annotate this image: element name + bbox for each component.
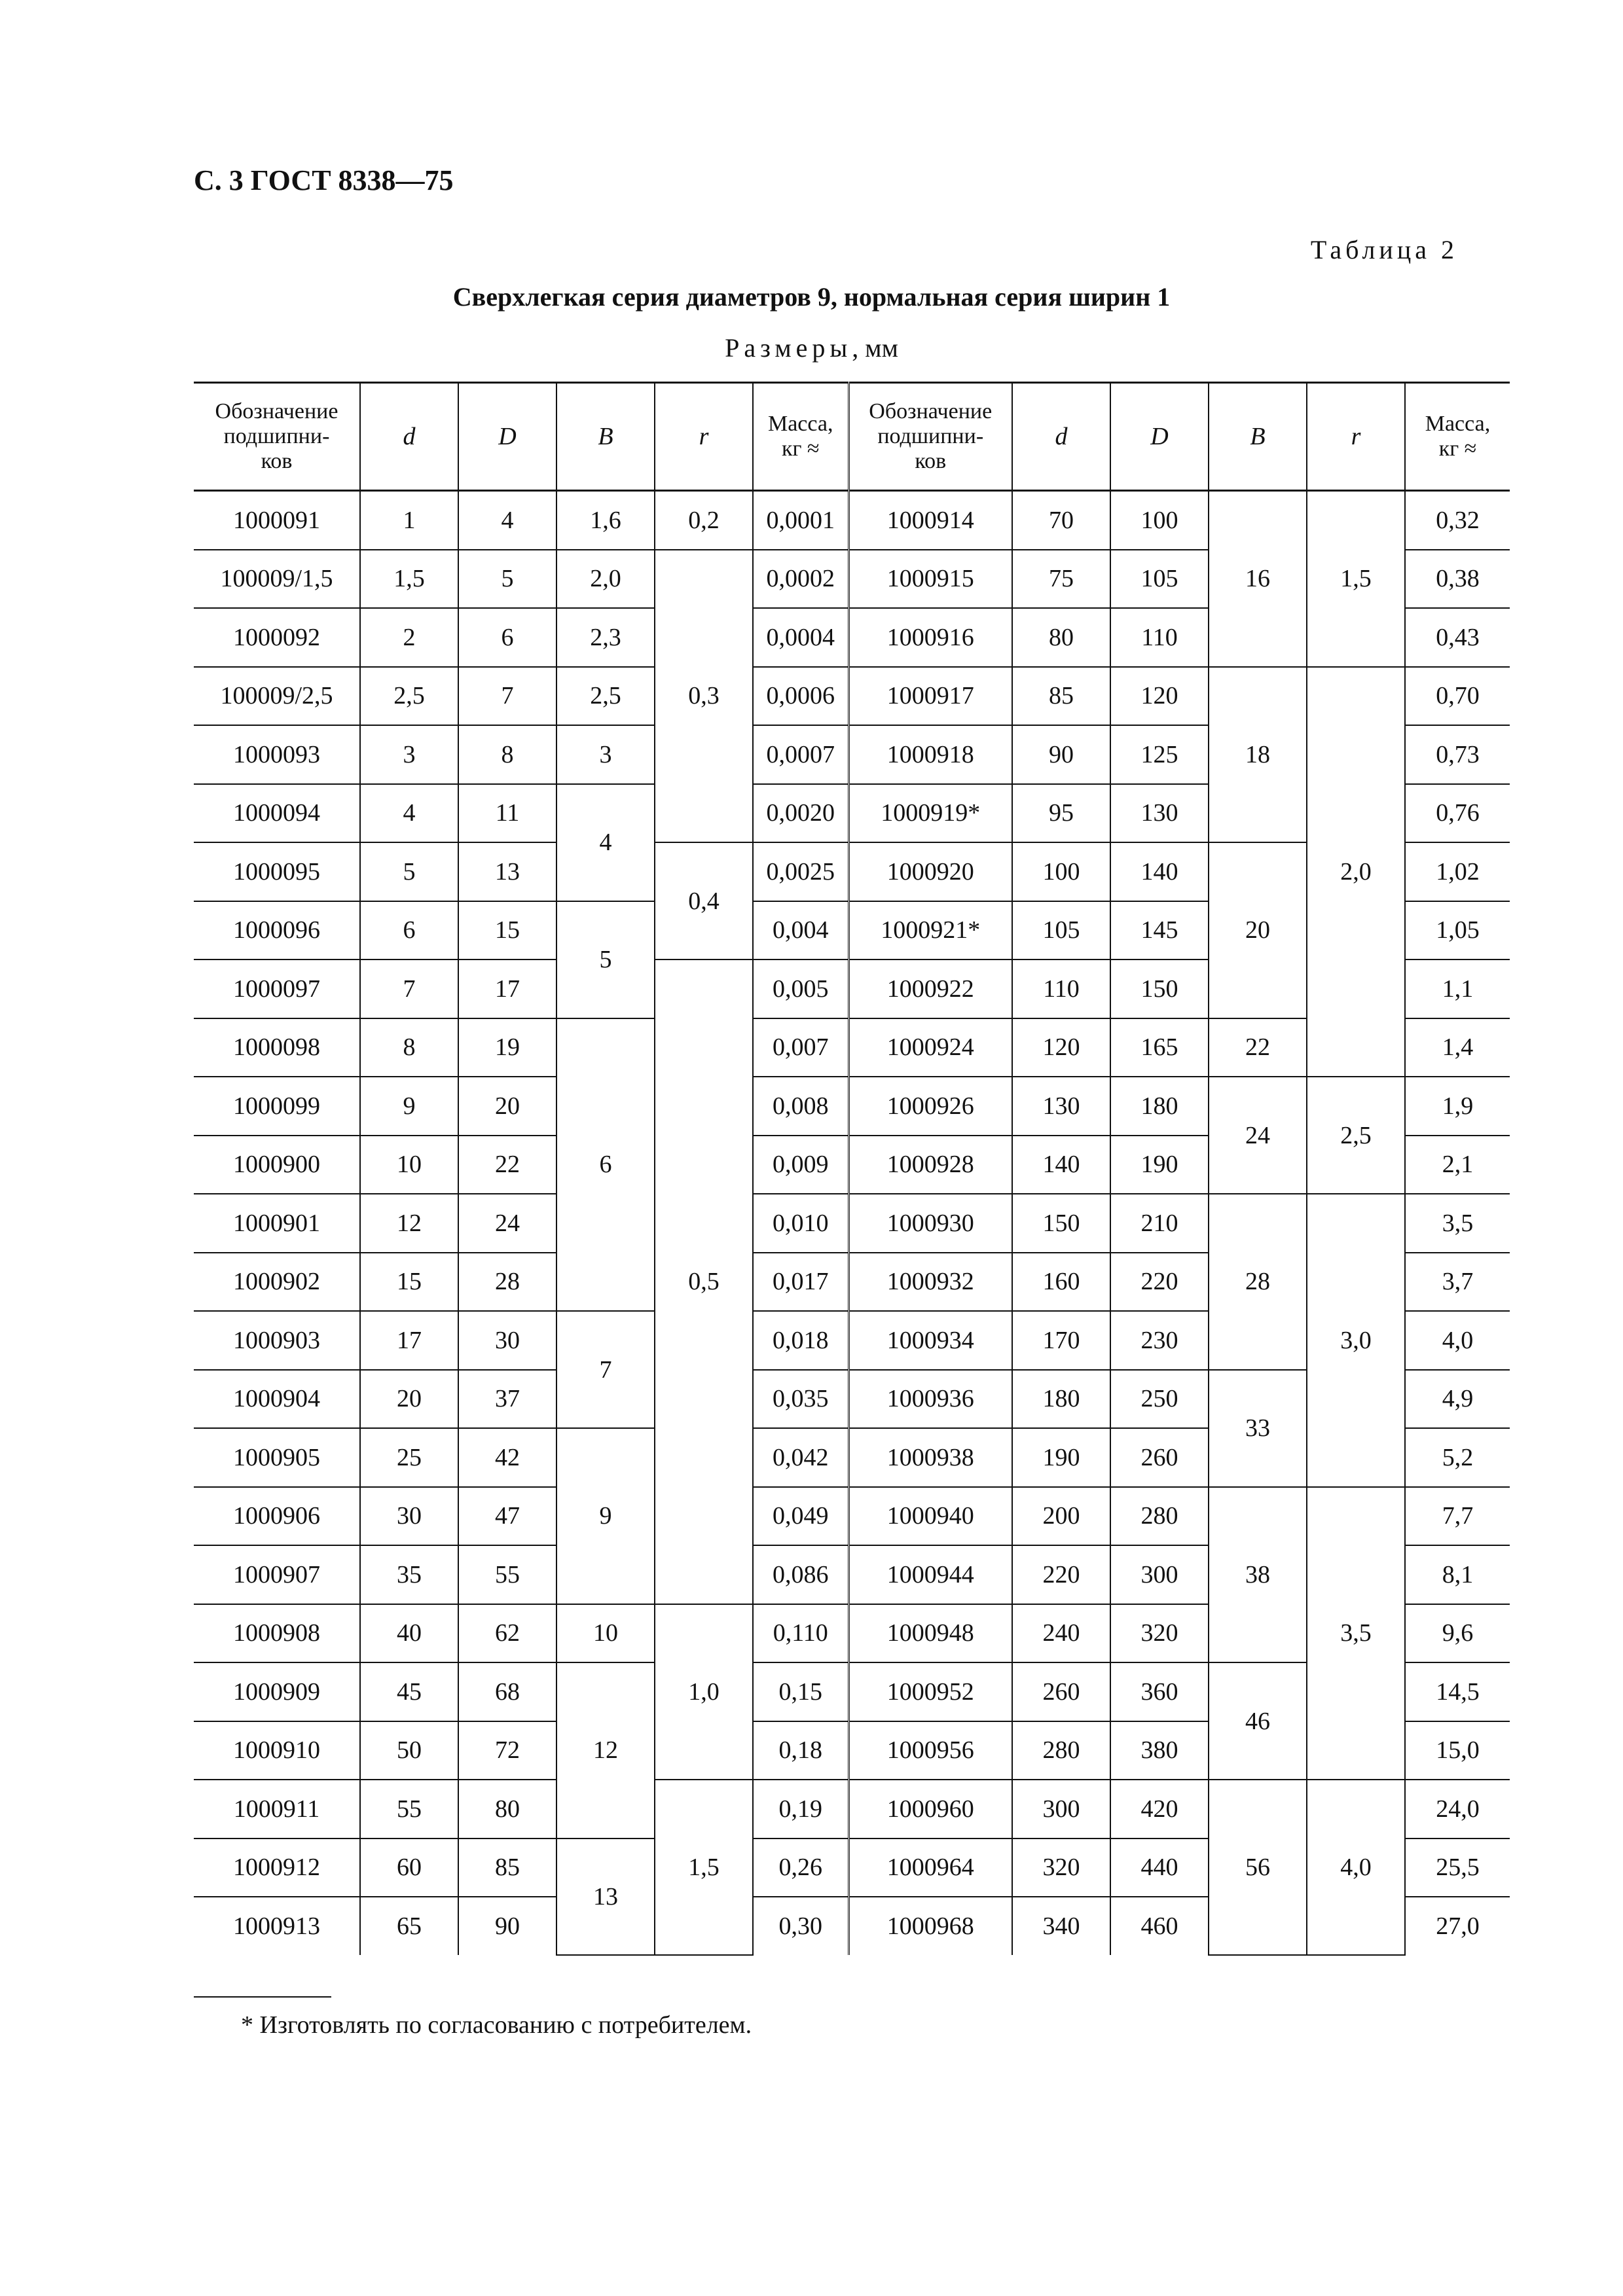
designation-cell: 1000909 [194,1662,360,1721]
d-cell: 65 [360,1897,458,1955]
d-cell: 10 [360,1136,458,1194]
d-cell: 190 [1012,1428,1110,1487]
D-cell: 37 [458,1370,556,1429]
header-designation-line1: Обозначение [869,399,993,423]
mass-cell: 0,0002 [753,550,848,609]
mass-cell: 0,110 [753,1604,848,1663]
D-cell: 105 [1110,550,1209,609]
designation-cell: 100009/1,5 [194,550,360,609]
header-designation-left [194,383,360,491]
d-cell: 150 [1012,1194,1110,1253]
d-cell: 240 [1012,1604,1110,1663]
mass-cell: 0,0025 [753,842,848,901]
designation-cell: 1000930 [848,1194,1012,1253]
D-cell: 15 [458,901,556,960]
d-cell: 320 [1012,1839,1110,1897]
d-cell: 85 [1012,667,1110,726]
d-cell: 15 [360,1253,458,1312]
mass-cell: 0,017 [753,1253,848,1312]
table-body [194,491,1510,1955]
d-cell: 25 [360,1428,458,1487]
D-cell: 28 [458,1253,556,1312]
header-designation-line1: Обозначение [215,399,338,423]
d-cell: 20 [360,1370,458,1429]
designation-cell: 1000938 [848,1428,1012,1487]
units-label [0,332,1623,363]
d-cell: 30 [360,1487,458,1546]
header-mass-right [1405,383,1510,491]
D-cell: 180 [1110,1077,1209,1136]
r-cell: 3,5 [1307,1487,1405,1780]
D-cell: 440 [1110,1839,1209,1897]
d-cell: 55 [360,1780,458,1839]
mass-cell: 0,38 [1405,550,1510,609]
r-cell: 1,0 [655,1604,753,1780]
designation-cell: 1000934 [848,1311,1012,1370]
B-cell: 5 [556,901,655,1018]
units-suffix: , мм [852,333,898,363]
D-cell: 100 [1110,491,1209,550]
header-D-right: D [1110,383,1209,491]
designation-cell: 1000919* [848,784,1012,843]
mass-cell: 15,0 [1405,1721,1510,1780]
B-cell: 7 [556,1311,655,1428]
mass-cell: 0,004 [753,901,848,960]
r-cell: 3,0 [1307,1194,1405,1487]
B-cell: 9 [556,1428,655,1604]
mass-cell: 25,5 [1405,1839,1510,1897]
B-cell: 28 [1209,1194,1307,1370]
D-cell: 22 [458,1136,556,1194]
d-cell: 140 [1012,1136,1110,1194]
D-cell: 24 [458,1194,556,1253]
designation-cell: 1000914 [848,491,1012,550]
header-B-right: B [1209,383,1307,491]
r-cell: 2,0 [1307,667,1405,1077]
d-cell: 90 [1012,725,1110,784]
d-cell: 7 [360,960,458,1018]
mass-cell: 0,009 [753,1136,848,1194]
mass-cell: 4,9 [1405,1370,1510,1429]
mass-cell: 1,1 [1405,960,1510,1018]
B-cell: 46 [1209,1662,1307,1780]
D-cell: 72 [458,1721,556,1780]
mass-cell: 1,9 [1405,1077,1510,1136]
d-cell: 340 [1012,1897,1110,1955]
mass-cell: 0,15 [753,1662,848,1721]
designation-cell: 1000903 [194,1311,360,1370]
d-cell: 5 [360,842,458,901]
r-cell: 1,5 [655,1780,753,1955]
designation-cell: 1000968 [848,1897,1012,1955]
designation-cell: 1000902 [194,1253,360,1312]
mass-cell: 2,1 [1405,1136,1510,1194]
r-cell: 4,0 [1307,1780,1405,1955]
mass-cell: 0,007 [753,1018,848,1077]
D-cell: 360 [1110,1662,1209,1721]
r-cell: 0,4 [655,842,753,960]
mass-cell: 7,7 [1405,1487,1510,1546]
D-cell: 125 [1110,725,1209,784]
mass-cell: 27,0 [1405,1897,1510,1955]
mass-cell: 0,010 [753,1194,848,1253]
B-cell: 12 [556,1662,655,1839]
header-designation-line3: ков [915,449,947,473]
d-cell: 180 [1012,1370,1110,1429]
d-cell: 3 [360,725,458,784]
r-cell: 0,5 [655,960,753,1604]
designation-cell: 1000910 [194,1721,360,1780]
d-cell: 8 [360,1018,458,1077]
header-mass-line1: Масса, [767,412,833,436]
mass-cell: 0,0001 [753,491,848,550]
B-cell: 38 [1209,1487,1307,1663]
mass-cell: 0,73 [1405,725,1510,784]
mass-cell: 24,0 [1405,1780,1510,1839]
D-cell: 42 [458,1428,556,1487]
designation-cell: 1000928 [848,1136,1012,1194]
r-cell: 0,2 [655,491,753,550]
header-designation-line2: подшипни- [877,424,984,448]
d-cell: 200 [1012,1487,1110,1546]
d-cell: 300 [1012,1780,1110,1839]
mass-cell: 0,26 [753,1839,848,1897]
D-cell: 30 [458,1311,556,1370]
D-cell: 145 [1110,901,1209,960]
table-row [194,1077,1510,1136]
B-cell: 6 [556,1018,655,1312]
mass-cell: 5,2 [1405,1428,1510,1487]
D-cell: 5 [458,550,556,609]
B-cell: 4 [556,784,655,901]
header-mass-line2: кг ≈ [1438,437,1477,461]
D-cell: 55 [458,1545,556,1604]
d-cell: 130 [1012,1077,1110,1136]
d-cell: 70 [1012,491,1110,550]
d-cell: 2 [360,608,458,667]
designation-cell: 1000915 [848,550,1012,609]
D-cell: 80 [458,1780,556,1839]
designation-cell: 1000091 [194,491,360,550]
d-cell: 80 [1012,608,1110,667]
B-cell: 3 [556,725,655,784]
page-header: С. 3 ГОСТ 8338—75 [194,164,454,196]
B-cell: 13 [556,1839,655,1955]
mass-cell: 8,1 [1405,1545,1510,1604]
D-cell: 47 [458,1487,556,1546]
B-cell: 2,0 [556,550,655,609]
d-cell: 50 [360,1721,458,1780]
D-cell: 220 [1110,1253,1209,1312]
designation-cell: 1000093 [194,725,360,784]
designation-cell: 1000905 [194,1428,360,1487]
designation-cell: 1000926 [848,1077,1012,1136]
mass-cell: 3,7 [1405,1253,1510,1312]
mass-cell: 0,19 [753,1780,848,1839]
table-number: Таблица 2 [1310,235,1458,264]
designation-cell: 1000932 [848,1253,1012,1312]
designation-cell: 1000924 [848,1018,1012,1077]
footnote-rule [194,1996,331,1998]
D-cell: 140 [1110,842,1209,901]
r-cell: 0,3 [655,550,753,843]
d-cell: 45 [360,1662,458,1721]
D-cell: 4 [458,491,556,550]
designation-cell: 1000912 [194,1839,360,1897]
designation-cell: 1000099 [194,1077,360,1136]
mass-cell: 0,43 [1405,608,1510,667]
D-cell: 11 [458,784,556,843]
B-cell: 16 [1209,491,1307,667]
D-cell: 190 [1110,1136,1209,1194]
header-B-left: B [556,383,655,491]
header-designation-right [848,383,1012,491]
D-cell: 300 [1110,1545,1209,1604]
table-caption: Сверхлегкая серия диаметров 9, нормальная серия ширин 1 [452,282,1171,312]
D-cell: 19 [458,1018,556,1077]
D-cell: 85 [458,1839,556,1897]
designation-cell: 1000956 [848,1721,1012,1780]
D-cell: 8 [458,725,556,784]
designation-cell: 1000098 [194,1018,360,1077]
mass-cell: 0,008 [753,1077,848,1136]
d-cell: 1 [360,491,458,550]
header-r-left: r [655,383,753,491]
mass-cell: 0,086 [753,1545,848,1604]
mass-cell: 1,02 [1405,842,1510,901]
header-mass-left [753,383,848,491]
d-cell: 17 [360,1311,458,1370]
designation-cell: 1000944 [848,1545,1012,1604]
B-cell: 24 [1209,1077,1307,1194]
designation-cell: 1000917 [848,667,1012,726]
designation-cell: 1000964 [848,1839,1012,1897]
mass-cell: 0,70 [1405,667,1510,726]
d-cell: 60 [360,1839,458,1897]
designation-cell: 1000904 [194,1370,360,1429]
D-cell: 280 [1110,1487,1209,1546]
mass-cell: 0,042 [753,1428,848,1487]
table-row [194,667,1510,726]
table-row [194,491,1510,550]
D-cell: 130 [1110,784,1209,843]
D-cell: 165 [1110,1018,1209,1077]
d-cell: 170 [1012,1311,1110,1370]
designation-cell: 1000952 [848,1662,1012,1721]
B-cell: 2,3 [556,608,655,667]
d-cell: 40 [360,1604,458,1663]
D-cell: 20 [458,1077,556,1136]
header-D-left: D [458,383,556,491]
d-cell: 160 [1012,1253,1110,1312]
B-cell: 10 [556,1604,655,1663]
D-cell: 68 [458,1662,556,1721]
d-cell: 105 [1012,901,1110,960]
d-cell: 12 [360,1194,458,1253]
D-cell: 230 [1110,1311,1209,1370]
d-cell: 35 [360,1545,458,1604]
D-cell: 380 [1110,1721,1209,1780]
table-row [194,1780,1510,1839]
B-cell: 22 [1209,1018,1307,1077]
header-designation-line3: ков [261,449,293,473]
D-cell: 110 [1110,608,1209,667]
D-cell: 120 [1110,667,1209,726]
d-cell: 75 [1012,550,1110,609]
designation-cell: 1000936 [848,1370,1012,1429]
mass-cell: 1,4 [1405,1018,1510,1077]
designation-cell: 1000901 [194,1194,360,1253]
designation-cell: 1000911 [194,1780,360,1839]
mass-cell: 0,76 [1405,784,1510,843]
B-cell: 20 [1209,842,1307,1018]
designation-cell: 1000913 [194,1897,360,1955]
mass-cell: 0,049 [753,1487,848,1546]
mass-cell: 0,0006 [753,667,848,726]
mass-cell: 3,5 [1405,1194,1510,1253]
designation-cell: 1000921* [848,901,1012,960]
d-cell: 6 [360,901,458,960]
mass-cell: 0,18 [753,1721,848,1780]
D-cell: 250 [1110,1370,1209,1429]
mass-cell: 9,6 [1405,1604,1510,1663]
mass-cell: 0,0007 [753,725,848,784]
table-row [194,1487,1510,1546]
d-cell: 100 [1012,842,1110,901]
header-mass-line1: Масса, [1425,412,1491,436]
table-row [194,1194,1510,1253]
header-d-right: d [1012,383,1110,491]
B-cell: 18 [1209,667,1307,843]
mass-cell: 4,0 [1405,1311,1510,1370]
d-cell: 260 [1012,1662,1110,1721]
mass-cell: 1,05 [1405,901,1510,960]
B-cell: 33 [1209,1370,1307,1487]
D-cell: 420 [1110,1780,1209,1839]
mass-cell: 0,32 [1405,491,1510,550]
designation-cell: 1000906 [194,1487,360,1546]
header-mass-line2: кг ≈ [781,437,820,461]
B-cell: 1,6 [556,491,655,550]
designation-cell: 1000940 [848,1487,1012,1546]
mass-cell: 0,30 [753,1897,848,1955]
d-cell: 110 [1012,960,1110,1018]
designation-cell: 1000095 [194,842,360,901]
D-cell: 7 [458,667,556,726]
mass-cell: 0,0020 [753,784,848,843]
D-cell: 260 [1110,1428,1209,1487]
r-cell: 2,5 [1307,1077,1405,1194]
mass-cell: 0,035 [753,1370,848,1429]
d-cell: 4 [360,784,458,843]
mass-cell: 0,005 [753,960,848,1018]
D-cell: 460 [1110,1897,1209,1955]
designation-cell: 1000948 [848,1604,1012,1663]
d-cell: 120 [1012,1018,1110,1077]
designation-cell: 1000096 [194,901,360,960]
r-cell: 1,5 [1307,491,1405,667]
d-cell: 2,5 [360,667,458,726]
designation-cell: 1000908 [194,1604,360,1663]
footnote: * Изготовлять по согласованию с потребителем. [241,2011,752,2039]
header-r-right: r [1307,383,1405,491]
D-cell: 210 [1110,1194,1209,1253]
units-word: Размеры [725,333,852,363]
D-cell: 150 [1110,960,1209,1018]
B-cell: 56 [1209,1780,1307,1955]
d-cell: 1,5 [360,550,458,609]
d-cell: 220 [1012,1545,1110,1604]
D-cell: 320 [1110,1604,1209,1663]
D-cell: 90 [458,1897,556,1955]
header-designation-line2: подшипни- [223,424,330,448]
bearing-dimensions-table [194,382,1510,1956]
mass-cell: 0,0004 [753,608,848,667]
designation-cell: 1000097 [194,960,360,1018]
designation-cell: 1000092 [194,608,360,667]
designation-cell: 100009/2,5 [194,667,360,726]
designation-cell: 1000094 [194,784,360,843]
designation-cell: 1000916 [848,608,1012,667]
designation-cell: 1000918 [848,725,1012,784]
d-cell: 9 [360,1077,458,1136]
mass-cell: 0,018 [753,1311,848,1370]
B-cell: 2,5 [556,667,655,726]
designation-cell: 1000960 [848,1780,1012,1839]
D-cell: 62 [458,1604,556,1663]
D-cell: 17 [458,960,556,1018]
d-cell: 95 [1012,784,1110,843]
designation-cell: 1000907 [194,1545,360,1604]
D-cell: 6 [458,608,556,667]
header-d-left: d [360,383,458,491]
D-cell: 13 [458,842,556,901]
d-cell: 280 [1012,1721,1110,1780]
table-header-row [194,383,1510,491]
designation-cell: 1000900 [194,1136,360,1194]
designation-cell: 1000920 [848,842,1012,901]
mass-cell: 14,5 [1405,1662,1510,1721]
designation-cell: 1000922 [848,960,1012,1018]
